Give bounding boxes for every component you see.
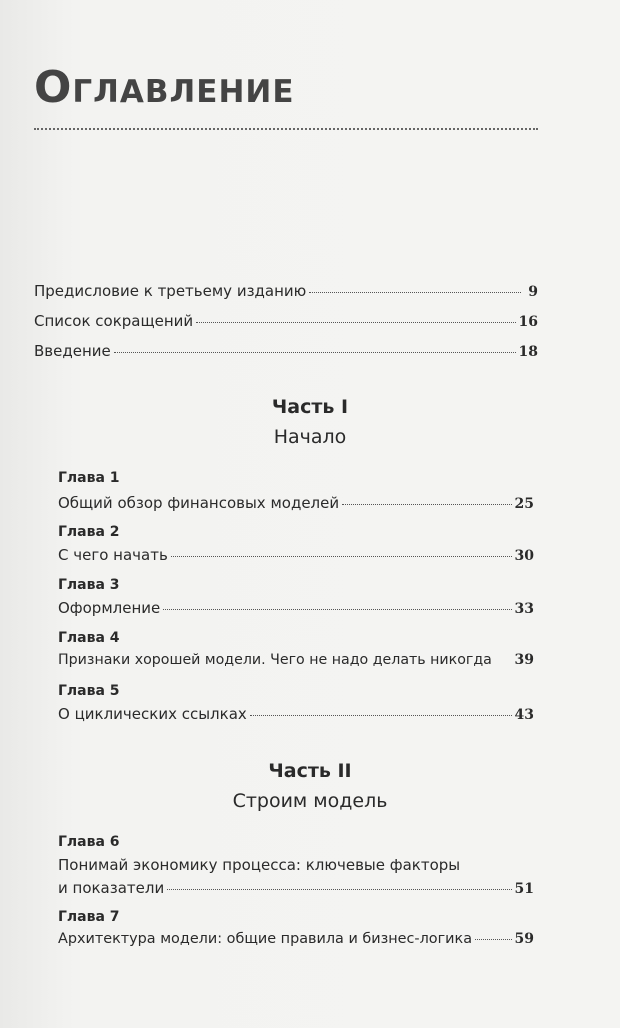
toc-entry-label: Список сокращений <box>34 312 194 330</box>
chapter-1-heading: Глава 1 <box>58 470 120 486</box>
leader-dots <box>196 322 515 323</box>
toc-page-number: 51 <box>514 881 534 897</box>
toc-entry-label: Архитектура модели: общие правила и бизнес-логика <box>58 931 473 947</box>
toc-entry-chapter-5[interactable] <box>58 705 534 727</box>
part-2-title: Часть II <box>268 760 352 782</box>
toc-entry-label: Оформление <box>58 599 161 617</box>
toc-page-number: 43 <box>514 707 534 723</box>
part-1-subtitle: Начало <box>273 426 347 448</box>
chapter-5-heading: Глава 5 <box>58 683 120 699</box>
toc-entry-chapter-6[interactable] <box>58 879 534 901</box>
toc-entry-chapter-3[interactable] <box>58 599 534 621</box>
toc-page-number: 30 <box>514 548 534 564</box>
toc-page-number: 9 <box>528 284 538 300</box>
toc-entry-label: Общий обзор финансовых моделей <box>58 494 340 512</box>
toc-page-number: 33 <box>514 601 534 617</box>
toc-entry-label: и показатели <box>58 879 165 897</box>
toc-entry-abbreviations[interactable] <box>34 312 538 334</box>
leader-dots <box>171 556 512 557</box>
toc-entry-chapter-4[interactable] <box>58 652 534 674</box>
chapter-6-title-line1: Понимай экономику процесса: ключевые факторы <box>58 856 461 874</box>
toc-entry-preface[interactable] <box>34 282 538 304</box>
leader-dots <box>167 889 511 890</box>
toc-entry-chapter-1[interactable] <box>58 494 534 516</box>
leader-dots <box>342 504 511 505</box>
leader-dots <box>163 609 511 610</box>
leader-dots <box>309 292 521 293</box>
chapter-7-heading: Глава 7 <box>58 909 120 925</box>
toc-page-number: 39 <box>514 652 534 668</box>
leader-dots <box>250 715 512 716</box>
chapter-4-heading: Глава 4 <box>58 630 120 646</box>
toc-entry-label: Предисловие к третьему изданию <box>34 282 307 300</box>
leader-dots <box>475 939 511 940</box>
title-divider <box>34 128 538 130</box>
chapter-6-heading: Глава 6 <box>58 834 120 850</box>
toc-page-number: 18 <box>518 344 538 360</box>
toc-page-number: 25 <box>514 496 534 512</box>
part-2-subtitle: Строим модель <box>232 790 388 812</box>
toc-page-number: 16 <box>518 314 538 330</box>
chapter-3-heading: Глава 3 <box>58 577 120 593</box>
part-1-title: Часть I <box>271 396 349 418</box>
toc-entry-introduction[interactable] <box>34 342 538 364</box>
toc-entry-label: С чего начать <box>58 546 168 564</box>
toc-entry-chapter-2[interactable] <box>58 546 534 568</box>
toc-entry-label: О циклических ссылках <box>58 705 247 723</box>
toc-page-number: 59 <box>514 931 534 947</box>
toc-entry-label: Введение <box>34 342 111 360</box>
toc-entry-label: Признаки хорошей модели. Чего не надо делать никогда <box>58 652 492 668</box>
toc-entry-chapter-7[interactable] <box>58 931 534 953</box>
chapter-2-heading: Глава 2 <box>58 524 120 540</box>
page-title: Оглавление <box>34 62 295 113</box>
leader-dots <box>114 352 516 353</box>
